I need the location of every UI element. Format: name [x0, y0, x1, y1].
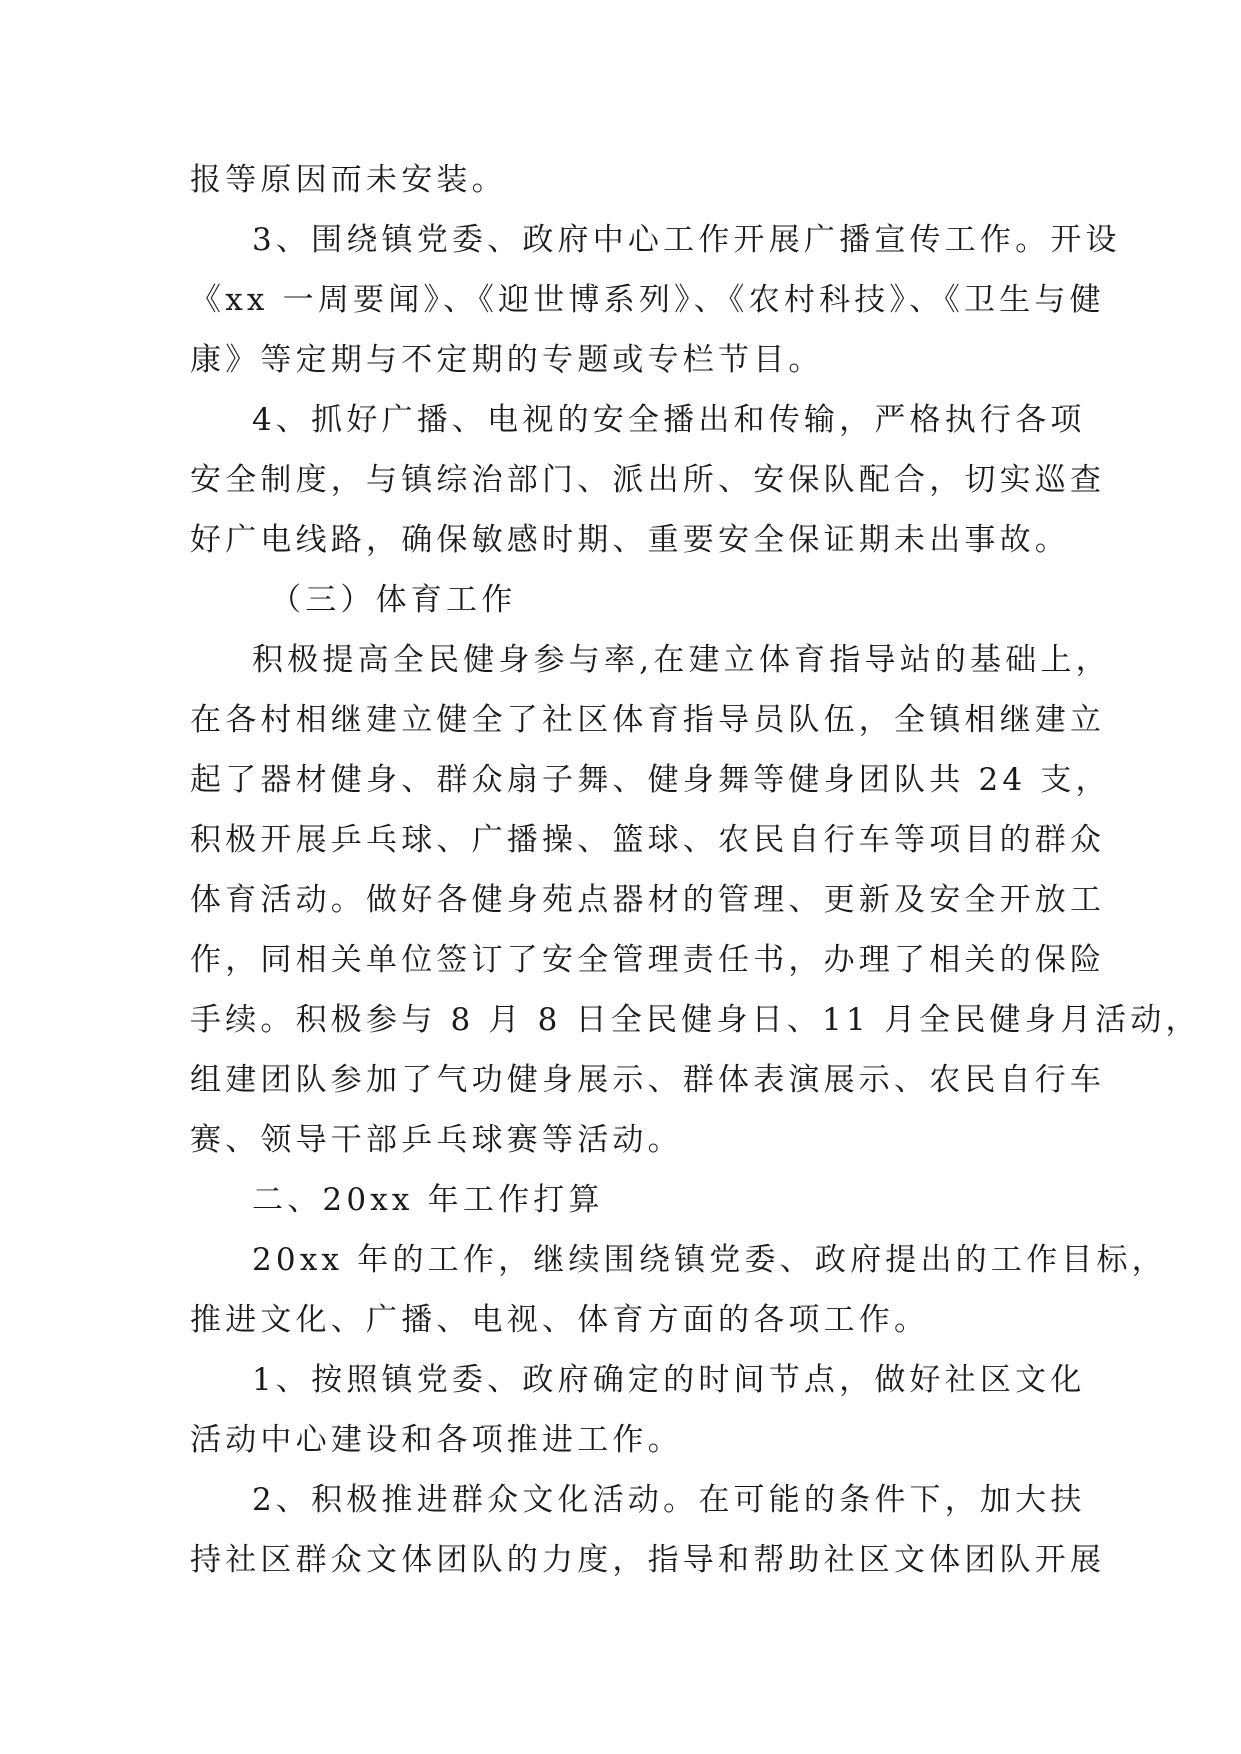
plan-item-1-first-line: 1、按照镇党委、政府确定的时间节点，做好社区文化	[252, 1362, 1086, 1398]
text-line: 安全制度，与镇综治部门、派出所、安保队配合，切实巡查	[190, 462, 1106, 498]
text-line: 《xx 一周要闻》、《迎世博系列》、《农村科技》、《卫生与健	[190, 282, 1105, 318]
text-line: 康》等定期与不定期的专题或专栏节目。	[190, 342, 824, 378]
plan-item-2-first-line: 2、积极推进群众文化活动。在可能的条件下，加大扶	[252, 1482, 1086, 1518]
text-line: 积极开展乒乓球、广播操、篮球、农民自行车等项目的群众	[190, 822, 1106, 858]
text-line: 手续。积极参与 8 月 8 日全民健身日、11 月全民健身月活动，	[190, 1002, 1201, 1038]
paragraph-3-first-line: 3、围绕镇党委、政府中心工作开展广播宣传工作。开设	[252, 222, 1121, 258]
section-heading-work-plan: 二、20xx 年工作打算	[252, 1182, 604, 1218]
sports-paragraph-first-line: 积极提高全民健身参与率,在建立体育指导站的基础上，	[252, 642, 1111, 678]
text-line: 持社区群众文体团队的力度，指导和帮助社区文体团队开展	[190, 1542, 1106, 1578]
paragraph-4-first-line: 4、抓好广播、电视的安全播出和传输，严格执行各项	[252, 402, 1086, 438]
text-line: 赛、领导干部乒乓球赛等活动。	[190, 1122, 683, 1158]
text-line: 报等原因而未安装。	[190, 162, 507, 198]
text-line: 起了器材健身、群众扇子舞、健身舞等健身团队共 24 支，	[190, 762, 1111, 798]
text-line: 体育活动。做好各健身苑点器材的管理、更新及安全开放工	[190, 882, 1106, 918]
text-line: 作，同相关单位签订了安全管理责任书，办理了相关的保险	[190, 942, 1106, 978]
text-line: 在各村相继建立健全了社区体育指导员队伍，全镇相继建立	[190, 702, 1106, 738]
text-line: 组建团队参加了气功健身展示、群体表演展示、农民自行车	[190, 1062, 1106, 1098]
document-body	[190, 150, 1201, 1590]
text-line: 活动中心建设和各项推进工作。	[190, 1422, 683, 1458]
text-line: 推进文化、广播、电视、体育方面的各项工作。	[190, 1302, 930, 1338]
text-line: 好广电线路，确保敏感时期、重要安全保证期未出事故。	[190, 522, 1070, 558]
section-heading-sports: （三）体育工作	[270, 582, 517, 618]
plan-paragraph-first-line: 20xx 年的工作，继续围绕镇党委、政府提出的工作目标，	[252, 1242, 1167, 1278]
